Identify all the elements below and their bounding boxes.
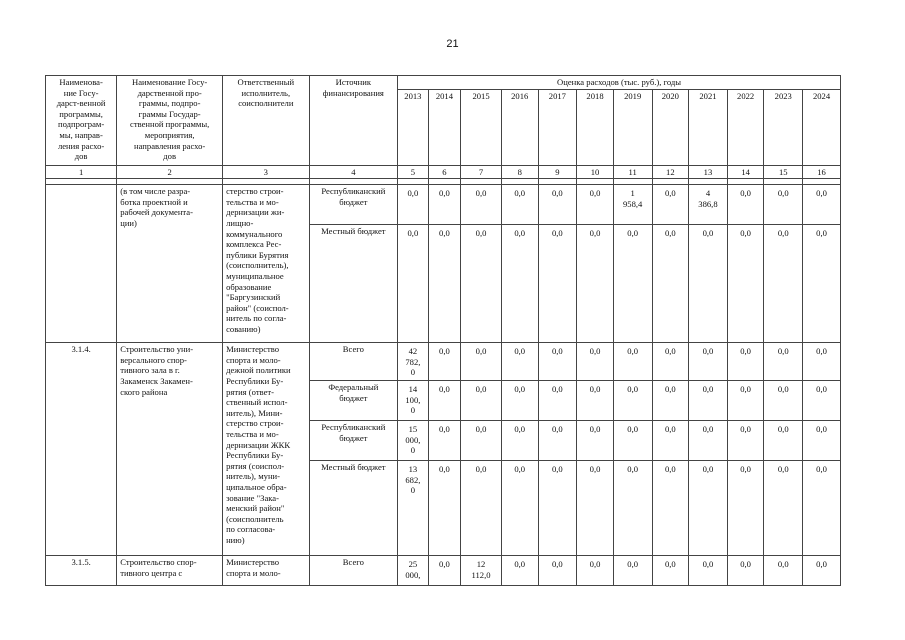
- column-number: 4: [309, 165, 398, 179]
- expense-value: 0,0: [577, 421, 614, 461]
- expense-value: 0,0: [577, 461, 614, 556]
- expense-value: 0,0: [652, 461, 689, 556]
- column-number: 8: [501, 165, 538, 179]
- expense-value: 0,0: [538, 343, 577, 381]
- expense-value: 0,0: [652, 381, 689, 421]
- activity-name: Строительство уни- версального спор- тивного зала в г. Закаменск Закамен- ского района: [117, 343, 223, 556]
- page-number: 21: [446, 38, 459, 50]
- expense-value: 0,0: [577, 185, 614, 225]
- expense-value: 42 782, 0: [398, 343, 429, 381]
- header-source: Источник финансирования: [309, 76, 398, 166]
- column-number: 11: [613, 165, 652, 179]
- column-number: 2: [117, 165, 223, 179]
- header-executor: Ответственный исполнитель, соисполнители: [223, 76, 310, 166]
- expense-value: 0,0: [803, 225, 841, 343]
- expense-value: 4 386,8: [689, 185, 728, 225]
- expense-value: 0,0: [501, 381, 538, 421]
- expense-value: 1 958,4: [613, 185, 652, 225]
- expense-value: 0,0: [652, 343, 689, 381]
- column-number: 16: [803, 165, 841, 179]
- table-row: [46, 556, 841, 586]
- expense-value: 0,0: [689, 461, 728, 556]
- header-year: 2018: [577, 89, 614, 165]
- executor-text: Министерство спорта и моло- дежной политики Республики Бу- рятия (ответ- ственный испол- нитель), Мини- стерство строи- тельства и мо- дернизации ЖКК Республики Бу- рятия (соиспол- нитель), муни- ципальное обра- зование "Зака- менский район" (соисполнитель по согласова- нию): [223, 343, 310, 556]
- expense-value: 0,0: [461, 225, 502, 343]
- header-year: 2020: [652, 89, 689, 165]
- funding-source: Федеральный бюджет: [309, 381, 398, 421]
- expense-value: 0,0: [501, 461, 538, 556]
- expense-value: 0,0: [461, 185, 502, 225]
- activity-name: (в том числе разра- ботка проектной и рабочей документа- ции): [117, 185, 223, 343]
- column-number: 1: [46, 165, 117, 179]
- expense-value: 0,0: [803, 556, 841, 586]
- column-number: 10: [577, 165, 614, 179]
- expense-value: 0,0: [652, 421, 689, 461]
- column-number: 7: [461, 165, 502, 179]
- expense-value: 0,0: [398, 225, 429, 343]
- expense-value: 0,0: [652, 225, 689, 343]
- header-year: 2024: [803, 89, 841, 165]
- expense-value: 0,0: [428, 421, 461, 461]
- expense-value: 0,0: [613, 225, 652, 343]
- column-number: 3: [223, 165, 310, 179]
- expense-value: 0,0: [652, 185, 689, 225]
- expense-value: 0,0: [428, 556, 461, 586]
- expense-value: 0,0: [461, 343, 502, 381]
- expense-value: 0,0: [428, 225, 461, 343]
- expense-value: 0,0: [613, 381, 652, 421]
- header-spend-estimate: Оценка расходов (тыс. руб.), годы: [398, 76, 841, 90]
- header-year: 2015: [461, 89, 502, 165]
- expense-value: 0,0: [727, 343, 764, 381]
- executor-text: стерство строи- тельства и мо- дернизации жи- лищно- коммунального комплекса Рес- публики Бурятия (соисполнитель), муниципальное образование "Баргузинский район" (соиспол- нитель по согла- сованию): [223, 185, 310, 343]
- header-year: 2013: [398, 89, 429, 165]
- expense-value: 0,0: [727, 225, 764, 343]
- expense-value: 0,0: [764, 421, 803, 461]
- expense-value: 0,0: [689, 225, 728, 343]
- expense-value: 0,0: [428, 185, 461, 225]
- column-number: 13: [689, 165, 728, 179]
- expense-value: 0,0: [577, 556, 614, 586]
- expense-value: 0,0: [428, 381, 461, 421]
- expense-value: 0,0: [803, 381, 841, 421]
- expense-value: 0,0: [803, 461, 841, 556]
- expense-value: 0,0: [501, 225, 538, 343]
- expense-value: 0,0: [689, 343, 728, 381]
- expense-table: [45, 75, 841, 586]
- expense-value: 0,0: [577, 225, 614, 343]
- header-year: 2023: [764, 89, 803, 165]
- expense-value: 0,0: [461, 381, 502, 421]
- expense-value: 15 000, 0: [398, 421, 429, 461]
- expense-value: 0,0: [764, 225, 803, 343]
- expense-value: 0,0: [803, 185, 841, 225]
- expense-value: 0,0: [689, 381, 728, 421]
- expense-value: 0,0: [764, 343, 803, 381]
- expense-value: 0,0: [398, 185, 429, 225]
- expense-value: 0,0: [727, 421, 764, 461]
- expense-value: 0,0: [727, 381, 764, 421]
- header-year: 2019: [613, 89, 652, 165]
- expense-value: 0,0: [803, 421, 841, 461]
- expense-value: 0,0: [764, 185, 803, 225]
- expense-value: 0,0: [727, 461, 764, 556]
- expense-value: 0,0: [577, 381, 614, 421]
- expense-value: 0,0: [538, 381, 577, 421]
- expense-value: 0,0: [727, 185, 764, 225]
- row-code: 3.1.5.: [46, 556, 117, 586]
- expense-value: 0,0: [538, 461, 577, 556]
- header-activity: Наименование Госу- дарственной про- граммы, подпро- граммы Государ- ственной программы, мероприятия, направления расхо- дов: [117, 76, 223, 166]
- expense-value: 25 000,: [398, 556, 429, 586]
- expense-value: 0,0: [689, 556, 728, 586]
- table-row: [46, 185, 841, 225]
- expense-value: 0,0: [461, 461, 502, 556]
- column-number: 15: [764, 165, 803, 179]
- column-number: 5: [398, 165, 429, 179]
- header-year: 2014: [428, 89, 461, 165]
- expense-value: 0,0: [577, 343, 614, 381]
- expense-value: 0,0: [803, 343, 841, 381]
- funding-source: Всего: [309, 343, 398, 381]
- expense-value: 13 682, 0: [398, 461, 429, 556]
- expense-value: 0,0: [538, 185, 577, 225]
- expense-value: 0,0: [727, 556, 764, 586]
- expense-value: 0,0: [613, 461, 652, 556]
- expense-value: 0,0: [764, 556, 803, 586]
- column-number: 14: [727, 165, 764, 179]
- executor-text: Министерство спорта и моло-: [223, 556, 310, 586]
- expense-value: 12 112,0: [461, 556, 502, 586]
- column-number: 6: [428, 165, 461, 179]
- header-year: 2016: [501, 89, 538, 165]
- expense-value: 0,0: [538, 225, 577, 343]
- row-code: 3.1.4.: [46, 343, 117, 556]
- expense-value: 0,0: [428, 343, 461, 381]
- column-number: 12: [652, 165, 689, 179]
- funding-source: Местный бюджет: [309, 461, 398, 556]
- expense-value: 14 100, 0: [398, 381, 429, 421]
- row-code: [46, 185, 117, 343]
- expense-value: 0,0: [652, 556, 689, 586]
- expense-value: 0,0: [538, 556, 577, 586]
- expense-value: 0,0: [613, 421, 652, 461]
- expense-value: 0,0: [538, 421, 577, 461]
- expense-value: 0,0: [501, 421, 538, 461]
- funding-source: Местный бюджет: [309, 225, 398, 343]
- expense-value: 0,0: [613, 343, 652, 381]
- header-year: 2017: [538, 89, 577, 165]
- expense-value: 0,0: [501, 185, 538, 225]
- funding-source: Всего: [309, 556, 398, 586]
- header-program: Наименова- ние Госу- дарст-венной программы, подпрограм- мы, направ- ления расхо- дов: [46, 76, 117, 166]
- expense-value: 0,0: [501, 556, 538, 586]
- column-number: 9: [538, 165, 577, 179]
- funding-source: Республиканский бюджет: [309, 421, 398, 461]
- activity-name: Строительство спор- тивного центра с: [117, 556, 223, 586]
- expense-value: 0,0: [764, 381, 803, 421]
- funding-source: Республиканский бюджет: [309, 185, 398, 225]
- expense-value: 0,0: [613, 556, 652, 586]
- expense-value: 0,0: [428, 461, 461, 556]
- expense-value: 0,0: [461, 421, 502, 461]
- expense-value: 0,0: [764, 461, 803, 556]
- table-row: [46, 343, 841, 381]
- expense-value: 0,0: [501, 343, 538, 381]
- expense-value: 0,0: [689, 421, 728, 461]
- header-year: 2021: [689, 89, 728, 165]
- header-year: 2022: [727, 89, 764, 165]
